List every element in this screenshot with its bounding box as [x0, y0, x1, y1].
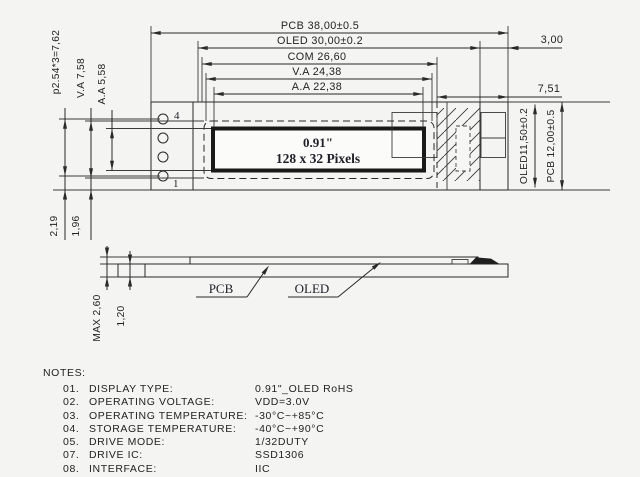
note-number: 07.: [63, 449, 80, 462]
note-label: OPERATING VOLTAGE:: [89, 396, 215, 409]
dim-label-2-19: 2,19: [49, 215, 60, 237]
right-height-dimension-group: [508, 102, 610, 190]
display-size-text: 0.91": [303, 135, 333, 150]
right-offset-dimension-group: [437, 34, 563, 97]
side-pcb-bar: [118, 264, 508, 277]
note-row: [63, 410, 354, 423]
side-view: [92, 246, 508, 342]
note-label: INTERFACE:: [89, 462, 157, 475]
side-label-oled: OLED: [294, 281, 330, 296]
note-number: 04.: [63, 422, 80, 435]
dim-label-pcb-width: PCB 38,00±0.5: [280, 20, 360, 32]
side-oled-bar: [190, 257, 478, 264]
dim-label-pin-pitch: p2.54*3=7,62: [51, 29, 62, 95]
arrowhead: [508, 46, 519, 50]
note-value: -30°C~+85°C: [255, 409, 325, 422]
dim-label-1-96: 1,96: [71, 215, 82, 237]
dim-label-va-width: V.A 24,38: [292, 66, 342, 78]
display-resolution-text: 128 x 32 Pixels: [275, 151, 361, 166]
hatch-region-connector: [481, 113, 506, 158]
note-value: 1/32DUTY: [255, 436, 309, 449]
note-number: 08.: [63, 462, 80, 475]
dim-label-aa-height: A.A 5,58: [97, 63, 108, 105]
dim-label-max-thickness: MAX 2,60: [92, 294, 103, 342]
pin-hole-3: [158, 133, 168, 143]
dim-label-pcb-thickness: 1,20: [116, 305, 127, 327]
note-row: [63, 396, 354, 409]
dim-label-oled-width: OLED 30,00±0.2: [277, 35, 363, 47]
note-label: STORAGE TEMPERATURE:: [89, 422, 237, 435]
arrowhead: [89, 190, 93, 200]
dim-label-edge-offset: 3,00: [540, 34, 564, 46]
pin4-label: 4: [174, 110, 180, 122]
note-value: SSD1306: [255, 449, 305, 462]
dim-label-aa-width: A.A 22,38: [291, 81, 343, 93]
note-number: 02.: [63, 396, 80, 409]
flex-component-outline: [456, 126, 470, 171]
notes-title: NOTES:: [43, 367, 86, 379]
pin-hole-2: [158, 152, 168, 162]
note-number: 03.: [63, 409, 80, 422]
note-row: [63, 383, 354, 396]
side-label-pcb: PCB: [208, 281, 234, 296]
note-value: 0.91"_OLED RoHS: [255, 383, 354, 395]
pin1-label: 1: [173, 178, 179, 190]
side-flex-fold: [470, 257, 499, 263]
dim-label-va-height: V.A 7,58: [76, 58, 87, 98]
notes-section: [43, 367, 354, 476]
top-view: [151, 102, 508, 190]
note-number: 05.: [63, 436, 80, 449]
note-number: 01.: [63, 383, 80, 395]
arrowhead: [63, 190, 67, 200]
note-label: DISPLAY TYPE:: [89, 383, 174, 395]
note-value: IIC: [255, 462, 271, 475]
note-value: -40°C~+90°C: [255, 422, 325, 435]
note-row: [63, 423, 354, 436]
side-flex-component: [452, 260, 468, 265]
left-dimension-group: [49, 30, 211, 240]
dim-label-pcb-height: PCB 12,00±0.5: [546, 109, 557, 183]
note-label: OPERATING TEMPERATURE:: [89, 409, 248, 422]
note-label: DRIVE IC:: [89, 449, 143, 462]
dim-label-ic-offset: 7,51: [537, 83, 561, 95]
note-value: VDD=3.0V: [255, 396, 310, 409]
note-row: [63, 463, 354, 476]
note-row: [63, 449, 354, 462]
note-label: DRIVE MODE:: [89, 436, 166, 449]
dim-label-com-width: COM 26,60: [287, 51, 347, 63]
note-row: [63, 436, 354, 449]
dim-label-oled-height: OLED11,50±0.2: [519, 107, 530, 185]
